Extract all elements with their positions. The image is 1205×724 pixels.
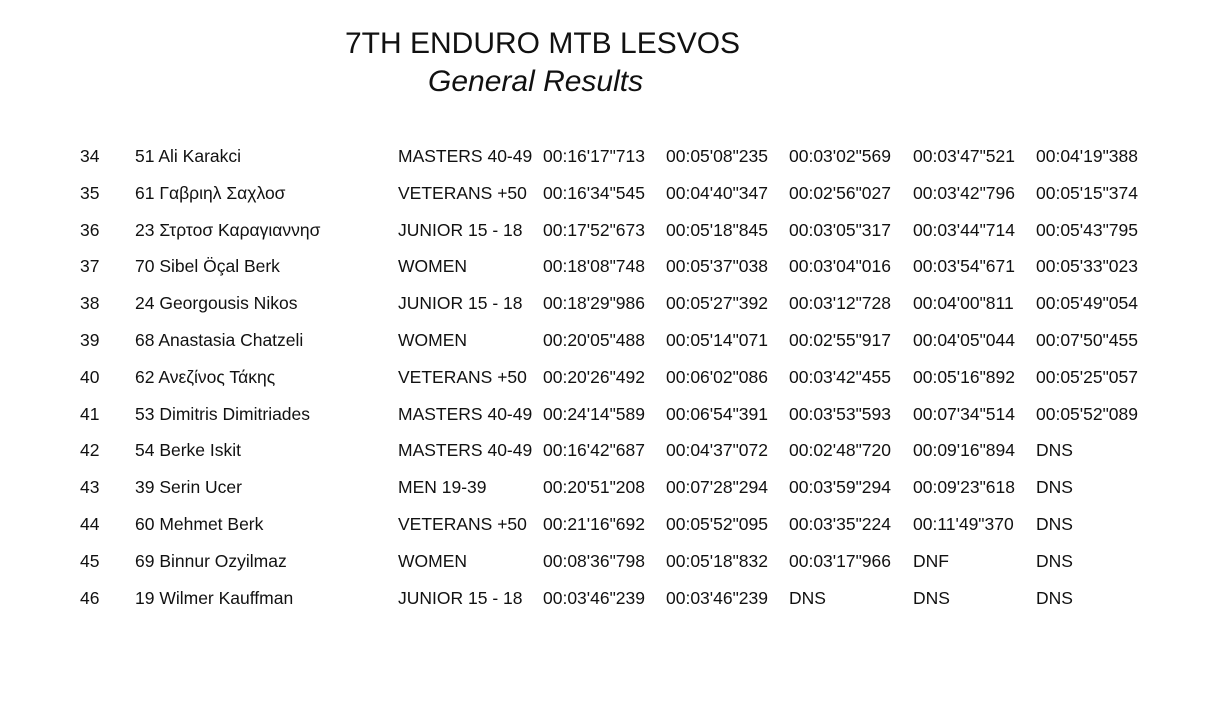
rider-cell: 24 Georgousis Nikos [135, 293, 298, 314]
table-row [0, 432, 1205, 469]
stage3-time-cell: 00:07'34"514 [913, 403, 1016, 424]
stage1-time-cell: 00:04'37"072 [666, 440, 769, 461]
total-time-cell: 00:20'05"488 [543, 329, 646, 350]
category-cell: VETERANS +50 [398, 182, 527, 203]
stage4-time-cell: DNS [1036, 440, 1073, 461]
category-cell: MASTERS 40-49 [398, 403, 533, 424]
stage3-time-cell: 00:03'54"671 [913, 256, 1016, 277]
stage3-time-cell: 00:03'42"796 [913, 182, 1016, 203]
stage1-time-cell: 00:05'18"845 [666, 219, 769, 240]
total-time-cell: 00:16'34"545 [543, 182, 646, 203]
stage2-time-cell: 00:03'04"016 [789, 256, 892, 277]
stage3-time-cell: 00:09'16"894 [913, 440, 1016, 461]
rider-cell: 70 Sibel Öçal Berk [135, 256, 280, 277]
stage4-time-cell: 00:05'15"374 [1036, 182, 1139, 203]
total-time-cell: 00:03'46"239 [543, 587, 646, 608]
table-row [0, 359, 1205, 396]
rider-cell: 53 Dimitris Dimitriades [135, 403, 311, 424]
rider-cell: 61 Γαβριηλ Σαχλοσ [135, 182, 286, 203]
category-cell: WOMEN [398, 256, 468, 277]
position-cell: 42 [80, 440, 100, 461]
rider-cell: 60 Mehmet Berk [135, 513, 264, 534]
stage3-time-cell: 00:03'44"714 [913, 219, 1016, 240]
position-cell: 39 [80, 329, 100, 350]
page-subtitle: General Results [428, 65, 644, 98]
table-row [0, 580, 1205, 617]
category-cell: VETERANS +50 [398, 513, 527, 534]
rider-cell: 69 Binnur Ozyilmaz [135, 550, 287, 571]
stage1-time-cell: 00:05'14"071 [666, 329, 769, 350]
table-row [0, 138, 1205, 175]
position-cell: 35 [80, 182, 100, 203]
table-row [0, 506, 1205, 543]
page-title: 7TH ENDURO MTB LESVOS [345, 27, 741, 60]
rider-cell: 51 Ali Karakci [135, 146, 242, 166]
stage2-time-cell: 00:03'17"966 [789, 550, 892, 571]
total-time-cell: 00:20'51"208 [543, 477, 646, 498]
stage2-time-cell: 00:03'42"455 [789, 366, 892, 387]
rider-cell: 39 Serin Ucer [135, 477, 242, 498]
stage3-time-cell: DNS [913, 587, 950, 608]
position-cell: 40 [80, 366, 100, 387]
stage2-time-cell: 00:02'48"720 [789, 440, 892, 461]
rider-cell: 54 Berke Iskit [135, 440, 242, 461]
rider-cell: 62 Ανεζίνος Τάκης [135, 366, 276, 387]
position-cell: 38 [80, 293, 100, 314]
position-cell: 36 [80, 219, 100, 240]
stage1-time-cell: 00:06'02"086 [666, 366, 769, 387]
stage1-time-cell: 00:05'27"392 [666, 293, 769, 314]
position-cell: 44 [80, 513, 100, 534]
stage4-time-cell: 00:05'33"023 [1036, 256, 1139, 277]
stage2-time-cell: 00:02'55"917 [789, 329, 892, 350]
stage1-time-cell: 00:06'54"391 [666, 403, 769, 424]
stage2-time-cell: 00:03'12"728 [789, 293, 892, 314]
category-cell: WOMEN [398, 329, 468, 350]
total-time-cell: 00:16'42"687 [543, 440, 646, 461]
stage2-time-cell: 00:03'02"569 [789, 146, 892, 166]
position-cell: 43 [80, 477, 100, 498]
total-time-cell: 00:18'08"748 [543, 256, 646, 277]
table-row [0, 285, 1205, 322]
category-cell: WOMEN [398, 550, 468, 571]
stage4-time-cell: 00:05'49"054 [1036, 293, 1139, 314]
total-time-cell: 00:08'36"798 [543, 550, 646, 571]
rider-cell: 68 Anastasia Chatzeli [135, 329, 304, 350]
position-cell: 41 [80, 403, 100, 424]
stage2-time-cell: 00:03'35"224 [789, 513, 892, 534]
rider-cell: 23 Στρτοσ Καραγιαννησ [135, 219, 321, 240]
stage1-time-cell: 00:05'18"832 [666, 550, 769, 571]
stage1-time-cell: 00:05'37"038 [666, 256, 769, 277]
stage4-time-cell: 00:05'52"089 [1036, 403, 1139, 424]
table-row [0, 322, 1205, 359]
table-row [0, 396, 1205, 433]
position-cell: 34 [80, 146, 100, 166]
stage4-time-cell: DNS [1036, 477, 1073, 498]
results-table [0, 138, 1205, 616]
stage2-time-cell: 00:02'56"027 [789, 182, 892, 203]
category-cell: MASTERS 40-49 [398, 146, 533, 166]
stage3-time-cell: DNF [913, 550, 949, 571]
stage4-time-cell: DNS [1036, 550, 1073, 571]
stage4-time-cell: DNS [1036, 513, 1073, 534]
table-row [0, 543, 1205, 580]
stage1-time-cell: 00:05'52"095 [666, 513, 769, 534]
stage3-time-cell: 00:11'49"370 [913, 513, 1014, 534]
stage3-time-cell: 00:05'16"892 [913, 366, 1016, 387]
stage4-time-cell: DNS [1036, 587, 1073, 608]
position-cell: 37 [80, 256, 100, 277]
table-row [0, 248, 1205, 285]
stage1-time-cell: 00:03'46"239 [666, 587, 769, 608]
rider-cell: 19 Wilmer Kauffman [135, 587, 294, 608]
stage3-time-cell: 00:09'23"618 [913, 477, 1016, 498]
stage2-time-cell: DNS [789, 587, 826, 608]
total-time-cell: 00:20'26"492 [543, 366, 646, 387]
stage2-time-cell: 00:03'05"317 [789, 219, 892, 240]
stage2-time-cell: 00:03'53"593 [789, 403, 892, 424]
total-time-cell: 00:18'29"986 [543, 293, 646, 314]
stage4-time-cell: 00:05'25"057 [1036, 366, 1139, 387]
total-time-cell: 00:17'52"673 [543, 219, 646, 240]
table-row [0, 212, 1205, 249]
stage3-time-cell: 00:03'47"521 [913, 146, 1016, 166]
category-cell: JUNIOR 15 - 18 [398, 219, 523, 240]
stage4-time-cell: 00:07'50"455 [1036, 329, 1139, 350]
total-time-cell: 00:24'14"589 [543, 403, 646, 424]
stage1-time-cell: 00:05'08"235 [666, 146, 769, 166]
total-time-cell: 00:21'16"692 [543, 513, 646, 534]
stage3-time-cell: 00:04'00"811 [913, 293, 1014, 314]
stage1-time-cell: 00:07'28"294 [666, 477, 769, 498]
category-cell: JUNIOR 15 - 18 [398, 587, 523, 608]
total-time-cell: 00:16'17"713 [543, 146, 646, 166]
table-row [0, 469, 1205, 506]
stage4-time-cell: 00:05'43"795 [1036, 219, 1139, 240]
category-cell: MEN 19-39 [398, 477, 487, 498]
category-cell: MASTERS 40-49 [398, 440, 533, 461]
position-cell: 46 [80, 587, 100, 608]
category-cell: VETERANS +50 [398, 366, 527, 387]
stage1-time-cell: 00:04'40"347 [666, 182, 769, 203]
stage3-time-cell: 00:04'05"044 [913, 329, 1016, 350]
position-cell: 45 [80, 550, 100, 571]
table-row [0, 175, 1205, 212]
stage2-time-cell: 00:03'59"294 [789, 477, 892, 498]
category-cell: JUNIOR 15 - 18 [398, 293, 523, 314]
stage4-time-cell: 00:04'19"388 [1036, 146, 1139, 166]
